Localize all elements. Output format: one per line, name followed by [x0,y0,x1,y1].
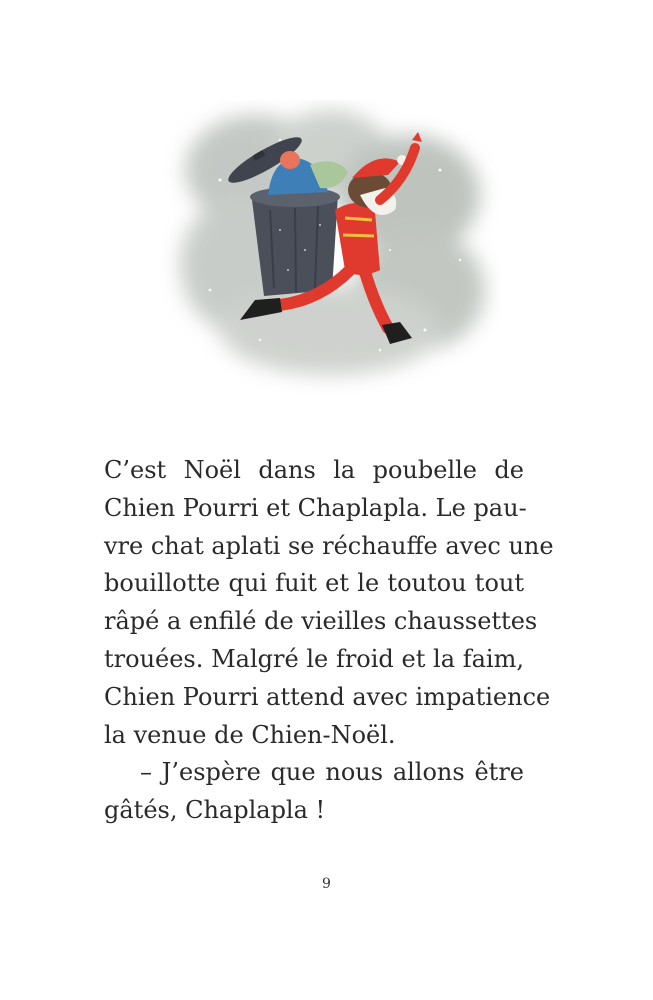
text-line: râpé a enfilé de vieilles chaussettes [104,607,538,636]
dialogue-line: gâtés, Chaplapla ! [104,796,326,825]
story-text [104,452,554,830]
text-line: trouées. Malgré le froid et la faim, [104,644,524,673]
illustration [160,100,500,400]
text-line: Chien Pourri attend avec impatience [104,682,551,711]
text-line: C’est Noël dans la poubelle de [104,456,524,484]
text-line: bouillotte qui fuit et le toutou tout [104,569,524,598]
text-line: la venue de Chien-Noël. [104,720,396,749]
dialogue-line: – J’espère que nous allons être [140,758,524,787]
text-line: Chien Pourri et Chaplapla. Le pau- [104,493,527,522]
text-line: vre chat aplati se réchauffe avec une [104,531,554,560]
page-number: 9 [322,876,331,892]
trash-can [250,187,340,296]
